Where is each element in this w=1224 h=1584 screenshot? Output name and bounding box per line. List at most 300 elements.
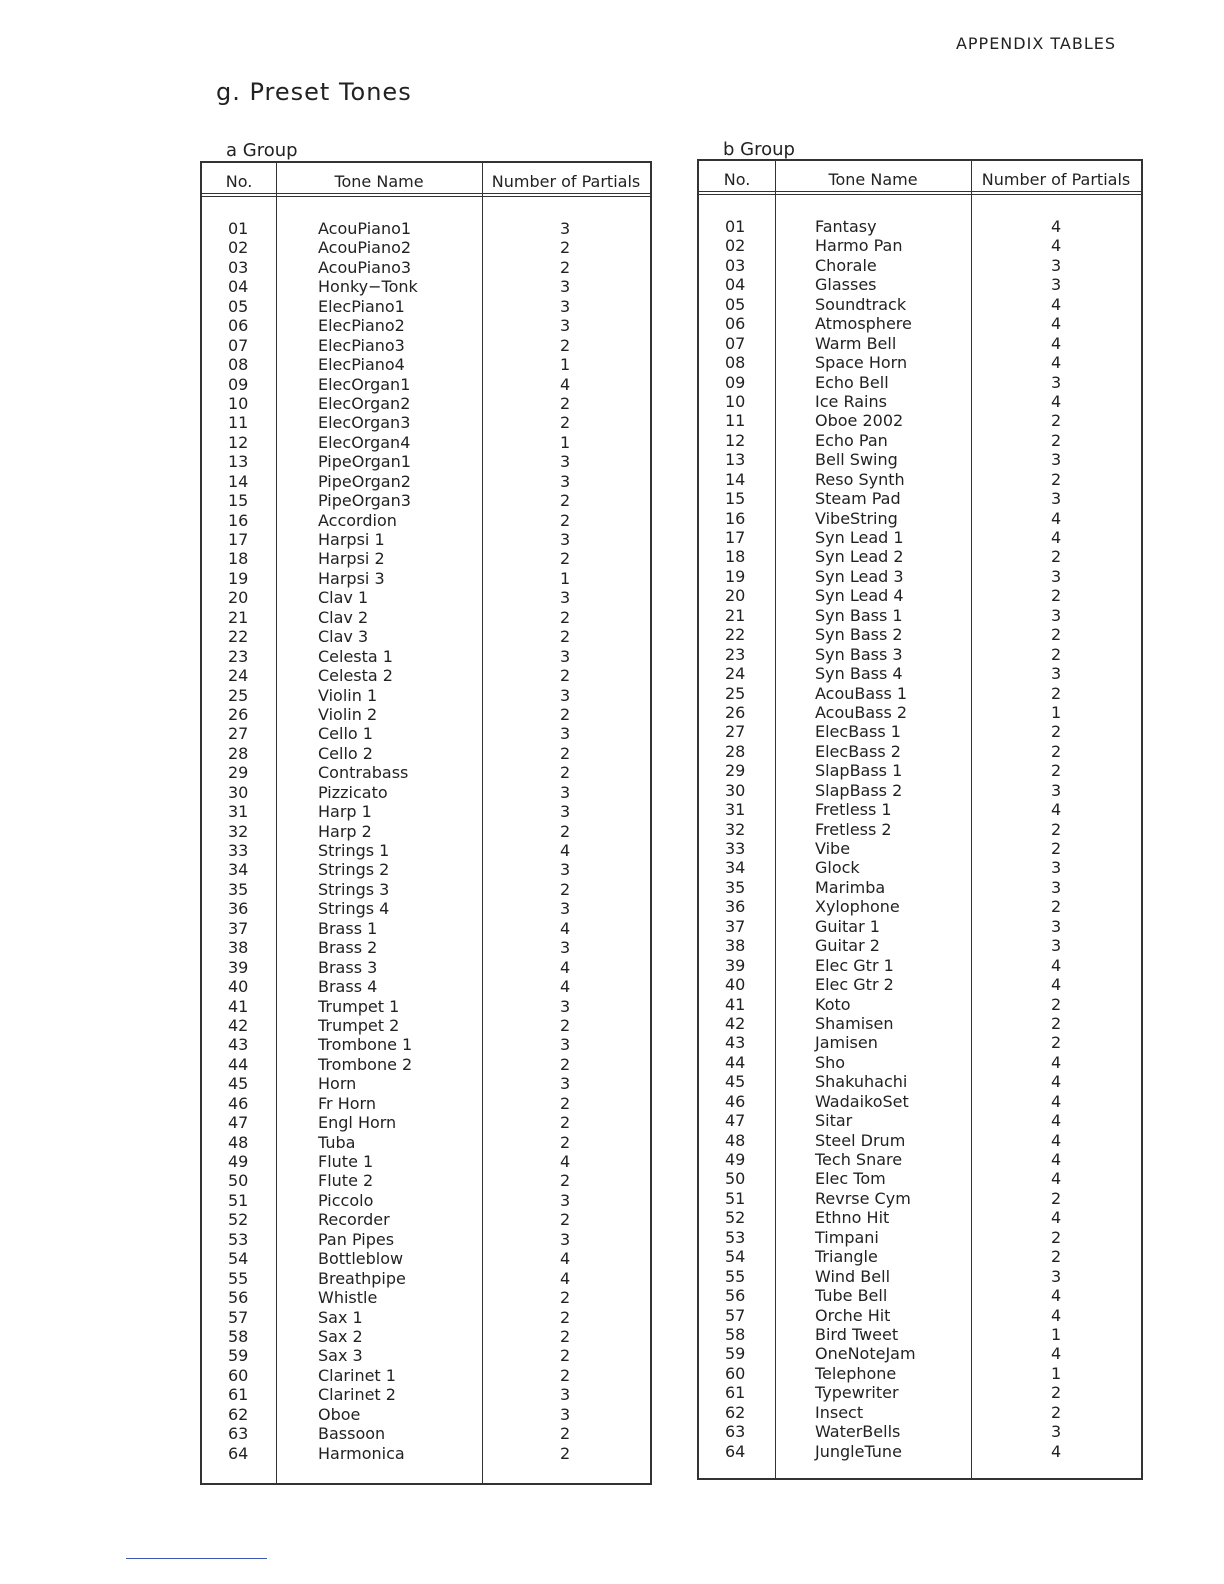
- tone-number: 22: [725, 625, 746, 645]
- partials-count: 4: [1051, 975, 1062, 995]
- tone-name: ElecBass 1: [815, 722, 901, 742]
- tone-number: 53: [725, 1227, 746, 1247]
- table-row: [699, 334, 1141, 353]
- tone-name: Whistle: [318, 1288, 378, 1308]
- table-row: [202, 1424, 650, 1443]
- header-no: No.: [225, 172, 253, 191]
- table-row: [202, 238, 650, 257]
- table-row: [202, 822, 650, 841]
- tone-number: 59: [725, 1344, 746, 1364]
- tone-number: 09: [725, 372, 746, 392]
- tone-number: 01: [228, 219, 249, 238]
- table-row: [699, 431, 1141, 450]
- partials-count: 1: [1051, 1363, 1062, 1383]
- partials-count: 2: [1051, 430, 1062, 450]
- table-row: [699, 470, 1141, 489]
- tone-number: 30: [228, 782, 249, 802]
- partials-count: 3: [560, 1404, 571, 1424]
- table-row: [699, 897, 1141, 916]
- tone-name: Oboe: [318, 1404, 361, 1424]
- table-row: [699, 703, 1141, 722]
- table-row: [202, 1327, 650, 1346]
- group-label-b: b Group: [723, 139, 795, 160]
- partials-count: 3: [1051, 1422, 1062, 1442]
- tone-number: 56: [228, 1288, 249, 1308]
- partials-count: 2: [560, 393, 571, 413]
- tone-name: AcouPiano3: [318, 257, 412, 277]
- tone-table-b: [697, 159, 1143, 1480]
- tone-name: Steam Pad: [815, 489, 901, 509]
- tone-name: Elec Gtr 1: [815, 955, 894, 975]
- tone-name: Shakuhachi: [815, 1072, 908, 1092]
- tone-name: WaterBells: [815, 1422, 901, 1442]
- partials-count: 2: [560, 1132, 571, 1152]
- partials-count: 4: [560, 841, 571, 860]
- partials-count: 2: [560, 743, 571, 763]
- tone-name: Koto: [815, 994, 851, 1014]
- table-row: [202, 316, 650, 335]
- tone-name: Echo Bell: [815, 372, 889, 392]
- tone-name: Insect: [815, 1402, 864, 1422]
- tone-name: Violin 1: [318, 685, 378, 705]
- tone-name: Syn Bass 2: [815, 625, 903, 645]
- tone-name: Strings 3: [318, 879, 390, 899]
- partials-count: 4: [560, 1249, 571, 1269]
- tone-number: 35: [725, 877, 746, 897]
- tone-name: Sax 3: [318, 1346, 363, 1366]
- tone-name: ElecOrgan1: [318, 374, 411, 394]
- tone-name: PipeOrgan1: [318, 452, 411, 472]
- tone-name: Brass 3: [318, 957, 378, 977]
- tone-name: Steel Drum: [815, 1130, 906, 1150]
- tone-number: 38: [725, 936, 746, 956]
- tone-number: 16: [725, 508, 746, 528]
- partials-count: 3: [560, 452, 571, 472]
- table-row: [202, 394, 650, 413]
- table-row: [699, 1111, 1141, 1130]
- tone-number: 15: [228, 491, 249, 511]
- header-tone-name: Tone Name: [334, 172, 424, 191]
- table-row: [699, 256, 1141, 275]
- tone-number: 63: [228, 1424, 249, 1444]
- tone-name: Bell Swing: [815, 450, 898, 470]
- tone-number: 51: [228, 1190, 249, 1210]
- table-row: [202, 1385, 650, 1404]
- tone-number: 08: [228, 355, 249, 375]
- partials-count: 2: [560, 1093, 571, 1113]
- tone-name: Xylophone: [815, 897, 900, 917]
- tone-number: 20: [228, 588, 249, 608]
- tone-name: VibeString: [815, 508, 898, 528]
- table-row: [699, 645, 1141, 664]
- tone-name: Trombone 1: [318, 1035, 413, 1055]
- table-row: [699, 1033, 1141, 1052]
- partials-count: 2: [560, 1443, 571, 1463]
- tone-number: 52: [228, 1210, 249, 1230]
- table-row: [699, 567, 1141, 586]
- tone-number: 08: [725, 353, 746, 373]
- partials-count: 4: [1051, 1286, 1062, 1306]
- table-body: [699, 217, 1141, 1461]
- tone-number: 04: [228, 277, 249, 297]
- table-row: [699, 528, 1141, 547]
- table-row: [202, 1288, 650, 1307]
- partials-count: 3: [560, 938, 571, 958]
- table-row: [202, 1191, 650, 1210]
- tone-number: 39: [228, 957, 249, 977]
- table-row: [202, 1210, 650, 1229]
- partials-count: 3: [1051, 450, 1062, 470]
- table-row: [699, 1286, 1141, 1305]
- table-row: [202, 1444, 650, 1463]
- tone-name: Syn Bass 4: [815, 664, 903, 684]
- tone-name: Sax 1: [318, 1307, 363, 1327]
- partials-count: 3: [560, 1229, 571, 1249]
- partials-count: 2: [560, 549, 571, 569]
- tone-number: 12: [228, 432, 249, 452]
- tone-number: 23: [228, 646, 249, 666]
- table-row: [699, 995, 1141, 1014]
- partials-count: 3: [560, 1074, 571, 1094]
- tone-name: Fr Horn: [318, 1093, 376, 1113]
- table-row: [202, 938, 650, 957]
- tone-name: Breathpipe: [318, 1268, 406, 1288]
- tone-name: ElecPiano3: [318, 335, 405, 355]
- table-row: [202, 724, 650, 743]
- partials-count: 2: [1051, 761, 1062, 781]
- tone-number: 37: [228, 918, 249, 938]
- partials-count: 4: [1051, 1208, 1062, 1228]
- table-row: [202, 647, 650, 666]
- partials-count: 4: [560, 957, 571, 977]
- tone-name: Tuba: [318, 1132, 356, 1152]
- tone-number: 55: [725, 1266, 746, 1286]
- tone-name: Syn Lead 3: [815, 566, 904, 586]
- tone-number: 54: [228, 1249, 249, 1269]
- table-row: [699, 936, 1141, 955]
- table-row: [202, 1366, 650, 1385]
- table-row: [202, 588, 650, 607]
- partials-count: 4: [560, 374, 571, 394]
- table-row: [699, 236, 1141, 255]
- table-row: [202, 1230, 650, 1249]
- partials-count: 2: [560, 238, 571, 258]
- tone-name: Space Horn: [815, 353, 908, 373]
- tone-name: Brass 2: [318, 938, 378, 958]
- table-row: [699, 878, 1141, 897]
- tone-name: Pan Pipes: [318, 1229, 395, 1249]
- table-row: [202, 1016, 650, 1035]
- partials-count: 4: [560, 1152, 571, 1171]
- partials-count: 3: [1051, 664, 1062, 684]
- partials-count: 2: [1051, 1227, 1062, 1247]
- partials-count: 2: [1051, 994, 1062, 1014]
- partials-count: 2: [560, 1054, 571, 1074]
- tone-name: Fretless 1: [815, 800, 892, 820]
- tone-name: ElecBass 2: [815, 741, 901, 761]
- tone-number: 62: [725, 1402, 746, 1422]
- tone-name: Syn Lead 2: [815, 547, 904, 567]
- tone-number: 27: [725, 722, 746, 742]
- tone-number: 48: [725, 1130, 746, 1150]
- tone-name: Clav 1: [318, 588, 369, 608]
- table-row: [202, 1171, 650, 1190]
- partials-count: 2: [560, 1365, 571, 1385]
- table-row: [699, 761, 1141, 780]
- tone-number: 10: [228, 393, 249, 413]
- partials-count: 4: [560, 918, 571, 938]
- tone-name: Jamisen: [815, 1033, 878, 1053]
- partials-count: 2: [1051, 1033, 1062, 1053]
- table-row: [202, 1346, 650, 1365]
- tone-name: Shamisen: [815, 1013, 894, 1033]
- tone-name: Bird Tweet: [815, 1324, 899, 1344]
- partials-count: 4: [1051, 1072, 1062, 1092]
- tone-name: Tube Bell: [815, 1286, 888, 1306]
- tone-name: Bottleblow: [318, 1249, 404, 1269]
- table-header: [202, 163, 650, 197]
- partials-count: 4: [560, 977, 571, 997]
- partials-count: 4: [1051, 217, 1062, 236]
- tone-name: Elec Tom: [815, 1169, 886, 1189]
- tone-name: Guitar 2: [815, 936, 880, 956]
- tone-name: SlapBass 1: [815, 761, 903, 781]
- tone-name: Syn Lead 1: [815, 528, 904, 547]
- table-row: [202, 297, 650, 316]
- table-row: [202, 705, 650, 724]
- tone-number: 07: [228, 335, 249, 355]
- partials-count: 2: [560, 413, 571, 433]
- partials-count: 3: [1051, 858, 1062, 878]
- table-body: [202, 219, 650, 1463]
- tone-number: 30: [725, 780, 746, 800]
- partials-count: 2: [560, 1113, 571, 1133]
- tone-number: 26: [725, 702, 746, 722]
- table-row: [202, 219, 650, 238]
- tone-number: 33: [228, 841, 249, 860]
- tone-number: 25: [228, 685, 249, 705]
- tone-number: 12: [725, 430, 746, 450]
- partials-count: 4: [1051, 333, 1062, 353]
- table-row: [202, 997, 650, 1016]
- tone-name: Trombone 2: [318, 1054, 413, 1074]
- tone-name: Accordion: [318, 510, 397, 530]
- table-row: [699, 1208, 1141, 1227]
- tone-name: Clarinet 1: [318, 1365, 396, 1385]
- tone-name: Pizzicato: [318, 782, 388, 802]
- tone-name: Telephone: [815, 1363, 897, 1383]
- partials-count: 2: [560, 335, 571, 355]
- tone-name: ElecPiano1: [318, 296, 405, 316]
- partials-count: 2: [1051, 897, 1062, 917]
- table-row: [202, 763, 650, 782]
- tone-name: Brass 1: [318, 918, 378, 938]
- partials-count: 2: [560, 1346, 571, 1366]
- table-row: [202, 530, 650, 549]
- tone-number: 21: [725, 605, 746, 625]
- tone-number: 53: [228, 1229, 249, 1249]
- tone-number: 09: [228, 374, 249, 394]
- partials-count: 2: [1051, 1402, 1062, 1422]
- partials-count: 3: [1051, 916, 1062, 936]
- tone-number: 32: [725, 819, 746, 839]
- partials-count: 3: [560, 802, 571, 822]
- tone-number: 49: [725, 1150, 746, 1169]
- table-row: [202, 1035, 650, 1054]
- tone-name: Contrabass: [318, 763, 409, 783]
- tone-name: Wind Bell: [815, 1266, 891, 1286]
- tone-name: Brass 4: [318, 977, 378, 997]
- tone-name: Oboe 2002: [815, 411, 904, 431]
- tone-name: Fretless 2: [815, 819, 892, 839]
- tone-name: Honky−Tonk: [318, 277, 418, 297]
- tone-name: ElecPiano2: [318, 316, 405, 336]
- header-tone-name: Tone Name: [828, 170, 918, 189]
- table-row: [202, 1094, 650, 1113]
- table-row: [699, 1267, 1141, 1286]
- partials-count: 2: [1051, 741, 1062, 761]
- partials-count: 2: [560, 1307, 571, 1327]
- partials-count: 2: [560, 1326, 571, 1346]
- tone-name: Engl Horn: [318, 1113, 397, 1133]
- partials-count: 3: [560, 471, 571, 491]
- table-row: [699, 1131, 1141, 1150]
- partials-count: 2: [1051, 625, 1062, 645]
- partials-count: 4: [1051, 1091, 1062, 1111]
- page-title: g. Preset Tones: [216, 78, 412, 106]
- tone-name: PipeOrgan2: [318, 471, 411, 491]
- tone-number: 14: [228, 471, 249, 491]
- tone-name: Sitar: [815, 1111, 853, 1131]
- partials-count: 2: [1051, 722, 1062, 742]
- tone-name: Trumpet 1: [318, 996, 400, 1016]
- tone-name: AcouBass 1: [815, 683, 908, 703]
- partials-count: 2: [1051, 839, 1062, 858]
- partials-count: 4: [1051, 1441, 1062, 1461]
- partials-count: 2: [560, 510, 571, 530]
- tone-number: 13: [725, 450, 746, 470]
- group-label-a: a Group: [226, 140, 298, 161]
- partials-count: 2: [1051, 469, 1062, 489]
- tone-number: 49: [228, 1152, 249, 1171]
- tone-number: 58: [725, 1324, 746, 1344]
- tone-name: Soundtrack: [815, 294, 907, 314]
- tone-name: Harp 1: [318, 802, 372, 822]
- tone-name: Echo Pan: [815, 430, 888, 450]
- table-row: [202, 880, 650, 899]
- tone-number: 33: [725, 839, 746, 858]
- table-row: [699, 411, 1141, 430]
- tone-name: Cello 1: [318, 724, 373, 744]
- table-row: [202, 258, 650, 277]
- table-row: [202, 627, 650, 646]
- tone-name: Vibe: [815, 839, 851, 858]
- tone-number: 22: [228, 627, 249, 647]
- table-row: [699, 742, 1141, 761]
- partials-count: 1: [1051, 702, 1062, 722]
- tone-number: 11: [228, 413, 249, 433]
- tone-number: 20: [725, 586, 746, 606]
- table-row: [202, 1308, 650, 1327]
- partials-count: 4: [1051, 508, 1062, 528]
- table-row: [699, 547, 1141, 566]
- tone-name: Syn Lead 4: [815, 586, 904, 606]
- table-row: [699, 586, 1141, 605]
- table-row: [202, 977, 650, 996]
- tone-name: Harmonica: [318, 1443, 405, 1463]
- partials-count: 3: [560, 1035, 571, 1055]
- tone-name: Strings 4: [318, 899, 390, 919]
- partials-count: 2: [1051, 1383, 1062, 1403]
- table-row: [202, 452, 650, 471]
- table-row: [202, 1055, 650, 1074]
- partials-count: 4: [1051, 236, 1062, 256]
- table-row: [202, 472, 650, 491]
- tone-number: 06: [725, 314, 746, 334]
- table-row: [202, 744, 650, 763]
- tone-number: 64: [725, 1441, 746, 1461]
- table-row: [699, 314, 1141, 333]
- partials-count: 2: [560, 607, 571, 627]
- tone-number: 45: [725, 1072, 746, 1092]
- tone-number: 03: [228, 257, 249, 277]
- tone-number: 57: [228, 1307, 249, 1327]
- table-row: [202, 666, 650, 685]
- table-row: [699, 800, 1141, 819]
- table-row: [699, 722, 1141, 741]
- table-row: [699, 684, 1141, 703]
- table-row: [202, 355, 650, 374]
- tone-name: Harmo Pan: [815, 236, 903, 256]
- tone-name: ElecOrgan4: [318, 432, 411, 452]
- tone-name: AcouPiano1: [318, 219, 412, 238]
- tone-number: 17: [228, 530, 249, 549]
- table-row: [699, 353, 1141, 372]
- tone-number: 50: [228, 1171, 249, 1191]
- tone-number: 27: [228, 724, 249, 744]
- table-row: [202, 336, 650, 355]
- tone-number: 60: [725, 1363, 746, 1383]
- table-row: [202, 1249, 650, 1268]
- tone-number: 32: [228, 821, 249, 841]
- table-row: [699, 1072, 1141, 1091]
- tone-number: 21: [228, 607, 249, 627]
- tone-number: 13: [228, 452, 249, 472]
- table-row: [699, 625, 1141, 644]
- partials-count: 2: [1051, 1013, 1062, 1033]
- tone-number: 29: [725, 761, 746, 781]
- tone-number: 35: [228, 879, 249, 899]
- tone-name: Harpsi 1: [318, 530, 385, 549]
- partials-count: 4: [1051, 528, 1062, 547]
- tone-number: 25: [725, 683, 746, 703]
- table-row: [202, 1133, 650, 1152]
- tone-number: 62: [228, 1404, 249, 1424]
- partials-count: 4: [1051, 955, 1062, 975]
- tone-name: Syn Bass 1: [815, 605, 903, 625]
- table-row: [699, 606, 1141, 625]
- tone-number: 61: [228, 1385, 249, 1405]
- partials-count: 3: [560, 530, 571, 549]
- table-row: [202, 1152, 650, 1171]
- tone-number: 41: [725, 994, 746, 1014]
- partials-count: 3: [1051, 255, 1062, 275]
- tone-number: 26: [228, 704, 249, 724]
- partials-count: 3: [560, 685, 571, 705]
- table-row: [202, 860, 650, 879]
- table-row: [202, 1405, 650, 1424]
- partials-count: 2: [560, 821, 571, 841]
